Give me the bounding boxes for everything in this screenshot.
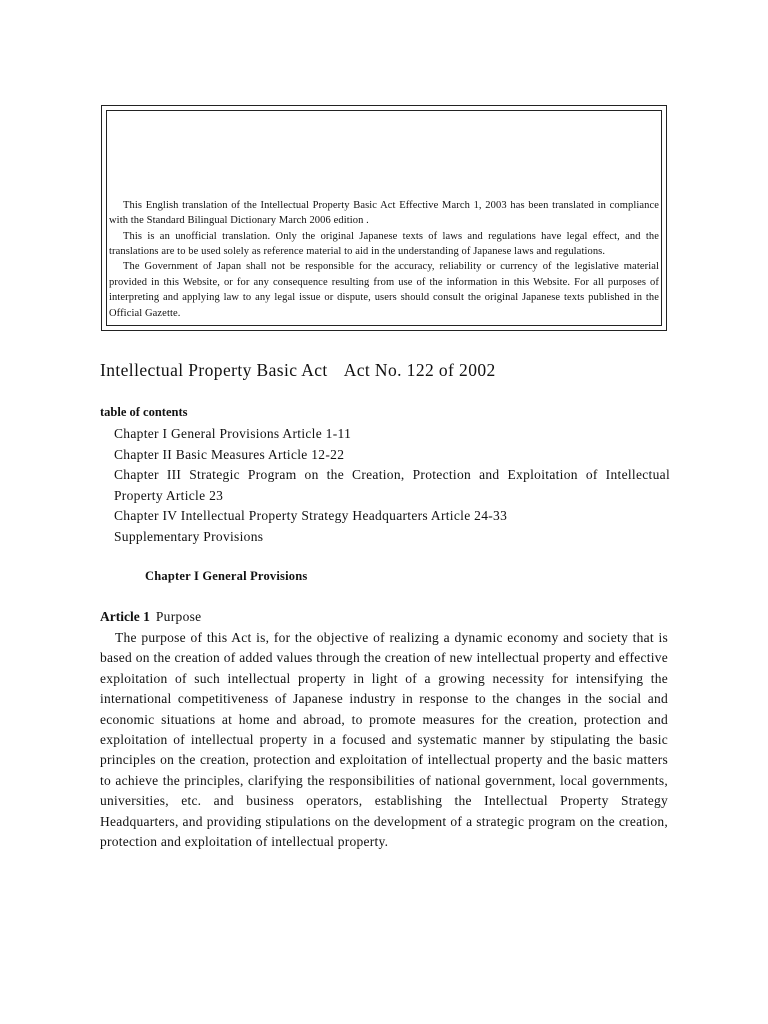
- article-body: The purpose of this Act is, for the objective of realizing a dynamic economy and society that is based on the creation of added values through the creation of new intellectual property and effective exploitation of such intellectual property in light of a growing necessity for intensifying the international competitiveness of Japanese industry in response to the changes in the social and economic situations at home and abroad, to promote measures for the creation, protection and exploitation of intellectual property in a focused and systematic manner by stipulating the basic principles on the creation, protection and exploitation of intellectual property and the basic matters to achieve the principles, clarifying the responsibilities of national government, local governments, universities, etc. and business operators, establishing the Intellectual Property Strategy Headquarters, and providing stipulations on the development of a strategic program on the creation, protection and exploitation of intellectual property.: [100, 630, 668, 850]
- toc-item: Chapter I General Provisions Article 1-11: [114, 426, 352, 441]
- document-title: [100, 360, 496, 381]
- toc-item: Chapter II Basic Measures Article 12-22: [114, 446, 345, 462]
- article-number: Article 1: [100, 609, 150, 624]
- toc-item: Chapter III Strategic Program on the Creation, Protection and Exploitation of Intellectual Property Article 23: [114, 467, 670, 503]
- toc-item: Supplementary Provisions: [114, 528, 264, 544]
- notice-paragraph: This is an unofficial translation. Only the original Japanese texts of laws and regulations have legal effect, and the translations are to be used solely as reference material to aid in the understanding of Japanese laws and regulations.: [109, 230, 659, 257]
- notice-paragraph: The Government of Japan shall not be responsible for the accuracy, reliability or currency of the legislative material provided in this Website, or for any consequence resulting from use of the information in this Website. For all purposes of interpreting and applying law to any legal issue or dispute, users should consult the original Japanese texts published in the Official Gazette.: [109, 261, 659, 319]
- article-caption: Purpose: [155, 609, 202, 624]
- translation-notice-box: [101, 105, 667, 331]
- act-name: Intellectual Property Basic Act: [100, 360, 328, 380]
- notice-paragraph: This English translation of the Intellectual Property Basic Act Effective March 1, 2003 has been translated in compliance with the Standard Bilingual Dictionary March 2006 edition .: [109, 199, 659, 227]
- article-heading: [100, 609, 201, 625]
- chapter-heading: Chapter I General Provisions: [145, 569, 308, 583]
- translation-notice-text: [109, 198, 659, 321]
- toc-item: Chapter IV Intellectual Property Strategy Headquarters Article 24-33: [114, 508, 508, 523]
- table-of-contents: [114, 424, 670, 547]
- translation-notice-inner-border: [106, 110, 662, 326]
- toc-heading: table of contents: [100, 405, 188, 419]
- act-number: Act No. 122 of 2002: [343, 360, 496, 380]
